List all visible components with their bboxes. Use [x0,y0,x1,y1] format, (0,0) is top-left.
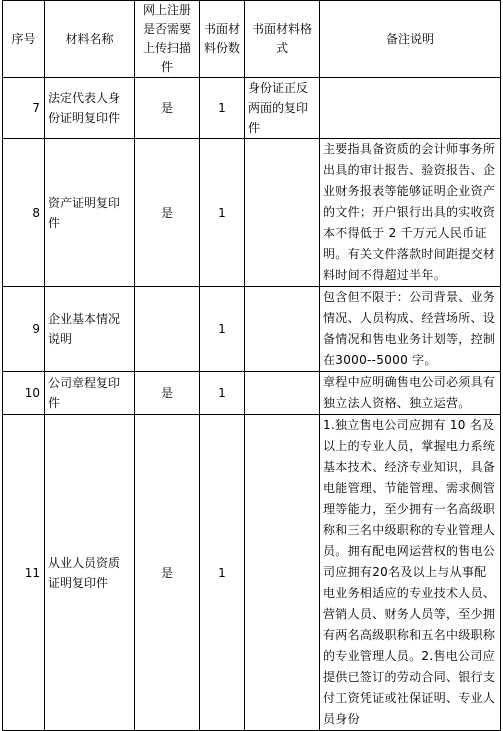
row-note: 1.独立售电公司应拥有 10 名及以上的专业人员，掌握电力系统基本技术、经济专业知识，具备电能管理、节能管理、需求侧管理等能力，至少拥有一名高级职称和三名中级职称的专业管理人员。拥有配电网运营权的售电公司应拥有20名及以上与从事配电业务相适应的专业技术人员、营销人员、财务人员等，至少拥有两名高级职称和五名中级职称的专业管理人员。2.售电公司应提供已签订的劳动合同、银行支付工资凭证或社保证明、专业人员身份 [320,415,501,731]
row-name: 从业人员资质证明复印件 [45,415,135,731]
row-name: 公司章程复印件 [45,372,135,415]
header-upload-scan: 网上注册是否需要上传扫描件 [135,1,200,78]
header-format: 书面材料格式 [245,1,320,78]
header-note: 备注说明 [320,1,501,78]
row-note: 章程中应明确售电公司必须具有独立法人资格、独立运营。 [320,372,501,415]
row-note: 主要指具备资质的会计师事务所出具的审计报告、验资报告、企业财务报表等能够证明企业资产的文件；开户银行出具的实收资本不得低于 2 千万元人民币证明。有关文件落款时间距提交材料时间不得超过半年。 [320,139,501,287]
row-no: 10 [3,372,45,415]
row-upload: 是 [135,415,200,731]
row-note [320,78,501,139]
row-no: 7 [3,78,45,139]
row-format [245,287,320,372]
header-material-name: 材料名称 [45,1,135,78]
row-no: 9 [3,287,45,372]
row-no: 11 [3,415,45,731]
table-row [3,139,501,287]
row-format [245,372,320,415]
header-no: 序号 [3,1,45,78]
table-row [3,78,501,139]
row-format [245,139,320,287]
row-upload: 是 [135,372,200,415]
row-copies: 1 [200,139,245,287]
table-row [3,287,501,372]
row-copies: 1 [200,415,245,731]
table-row [3,415,501,731]
row-name: 资产证明复印件 [45,139,135,287]
row-upload: 是 [135,139,200,287]
row-format [245,415,320,731]
row-upload [135,287,200,372]
row-no: 8 [3,139,45,287]
row-name: 法定代表人身份证明复印件 [45,78,135,139]
row-copies: 1 [200,287,245,372]
row-copies: 1 [200,78,245,139]
header-copies: 书面材料份数 [200,1,245,78]
materials-table [2,0,501,731]
row-upload: 是 [135,78,200,139]
row-note: 包含但不限于：公司背景、业务情况、人员构成、经营场所、设备情况和售电业务计划等，控制在3000--5000 字。 [320,287,501,372]
table-row [3,372,501,415]
row-copies: 1 [200,372,245,415]
row-name: 企业基本情况说明 [45,287,135,372]
header-row [3,1,501,78]
row-format: 身份证正反两面的复印件 [245,78,320,139]
